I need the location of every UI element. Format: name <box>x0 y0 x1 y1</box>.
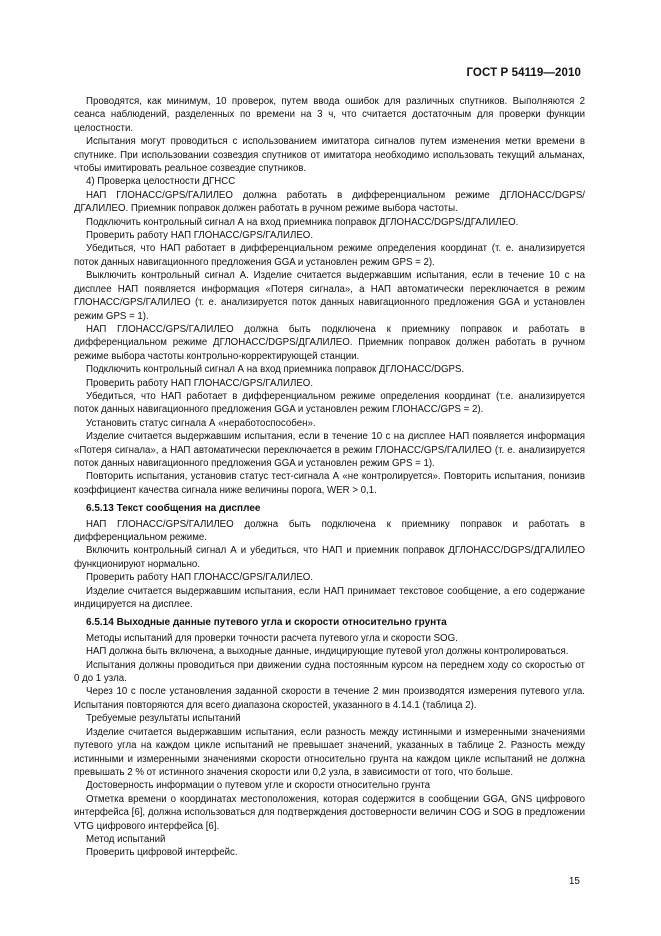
paragraph: Проверить работу НАП ГЛОНАСС/GPS/ГАЛИЛЕО. <box>86 230 314 242</box>
paragraph: Повторить испытания, установив статус тест-сигнала А «не контролируется». Повторить испытания, понизив коэффициент качества сигнала ниже величины порога, WER > 0,1. <box>74 471 585 496</box>
paragraph: Испытания могут проводиться с использованием имитатора сигналов путем изменения метки времени в спутнике. При использовании созвездия спутников от имитатора необходимо использовать текущий альманах, чтобы имитировать реальное созвездие спутников. <box>74 136 585 175</box>
paragraph: Убедиться, что НАП работает в дифференциальном режиме определения координат (т.е. анализируется поток данных навигационного предложения GGA и установлен режим ГЛОНАСС/GPS = 2). <box>74 390 585 416</box>
paragraph: Требуемые результаты испытаний <box>86 713 241 725</box>
paragraph: НАП ГЛОНАСС/GPS/ГАЛИЛЕО должна работать в дифференциальном режиме ДГЛОНАСС/DGPS/ДГАЛИЛЕО. Приемник поправок должен работать в ручном режиме выбора частоты. <box>74 189 585 215</box>
section-heading-6-5-13: 6.5.13 Текст сообщения на дисплее <box>86 503 261 515</box>
paragraph: Через 10 с после установления заданной скорости в течение 2 мин производятся измерения путевого угла. Испытания повторяются для всего диапазона скоростей, указанного в 4.14.1 (таблица 2). <box>74 686 585 711</box>
paragraph: Отметка времени о координатах местоположения, которая содержится в сообщении GGA, GNS цифрового интерфейса [6], должна использоваться для подтверждения достоверности величин COG и SOG в предложении VTG цифрового интерфейса [6]. <box>74 793 585 832</box>
paragraph: Изделие считается выдержавшим испытания, если разность между истинными и измеренными значениями путевого угла на каждом цикле испытаний не превышает значений, указанных в таблице 2. Разность между истинными и измеренными значениями скорости относительно грунта на каждом цикле испытаний не должна превышать 2 % от истинного значения скорости или 0,2 узла, в зависимости от того, что больше. <box>74 726 585 778</box>
paragraph: Изделие считается выдержавшим испытания, если в течение 10 с на дисплее НАП появляется информация «Потеря сигнала», а НАП автоматически переключается в режим ГЛОНАСС/GPS/ГАЛИЛЕО (т. е. анализируется поток данных навигационного предложения GGA и установлен режим GPS = 1). <box>74 431 585 469</box>
paragraph: Методы испытаний для проверки точности расчета путевого угла и скорости SOG. <box>86 632 458 644</box>
paragraph: Включить контрольный сигнал А и убедиться, что НАП и приемник поправок ДГЛОНАСС/DGPS/ДГАЛИЛЕО функционируют нормально. <box>74 545 585 570</box>
list-item-heading: 4) Проверка целостности ДГНСС <box>86 176 236 188</box>
paragraph: Подключить контрольный сигнал А на вход приемника поправок ДГЛОНАСС/DGPS/ДГАЛИЛЕО. <box>86 216 519 228</box>
paragraph: Убедиться, что НАП работает в дифференциальном режиме определения координат (т. е. анализируется поток данных навигационного предложения GGA и установлен режим GPS = 2). <box>74 243 585 268</box>
paragraph: НАП должна быть включена, а выходные данные, индицирующие путевой угол должны контролироваться. <box>86 646 569 658</box>
page-body <box>74 95 585 860</box>
paragraph: Проводятся, как минимум, 10 проверок, путем ввода ошибок для различных спутников. Выполняются 2 сеанса наблюдений, разделенных по времени на 3 ч, что считается достаточным для проверки функции целостности. <box>74 96 585 134</box>
paragraph: Испытания должны проводиться при движении судна постоянным курсом на переднем ходу со скоростью от 0 до 1 узла. <box>74 659 585 685</box>
standard-number-header: ГОСТ Р 54119—2010 <box>466 67 581 79</box>
paragraph: Выключить контрольный сигнал А. Изделие считается выдержавшим испытания, если в течение 10 с на дисплее НАП появляется информация «Потеря сигнала», а НАП автоматически переключается в режим ГЛОНАСС/GPS/ГАЛИЛЕО (т. е. анализируется поток данных навигационного предложения GGA и установлен режим GPS = 1). <box>74 270 585 322</box>
page-number: 15 <box>568 876 580 887</box>
paragraph: Подключить контрольный сигнал А на вход приемника поправок ДГЛОНАСС/DGPS. <box>86 364 465 376</box>
paragraph: Изделие считается выдержавшим испытания, если НАП принимает текстовое сообщение, а его содержание индицируется на дисплее. <box>74 585 585 611</box>
paragraph: НАП ГЛОНАСС/GPS/ГАЛИЛЕО должна быть подключена к приемнику поправок и работать в дифференциальном режиме. <box>74 518 585 543</box>
paragraph: Проверить работу НАП ГЛОНАСС/GPS/ГАЛИЛЕО. <box>86 572 314 584</box>
paragraph: Проверить работу НАП ГЛОНАСС/GPS/ГАЛИЛЕО. <box>86 377 314 389</box>
paragraph: НАП ГЛОНАСС/GPS/ГАЛИЛЕО должна быть подключена к приемнику поправок и работать в дифференциальном режиме ДГЛОНАСС/DGPS/ДГАЛИЛЕО. Приемник поправок должен работать в ручном режиме выбора частоты контрольно-корректирующей станции. <box>74 323 585 362</box>
paragraph: Проверить цифровой интерфейс. <box>86 847 238 859</box>
paragraph: Достоверность информации о путевом угле и скорости относительно грунта <box>86 780 431 792</box>
paragraph: Метод испытаний <box>86 833 166 845</box>
paragraph: Установить статус сигнала А «неработоспособен». <box>86 417 316 429</box>
section-heading-6-5-14: 6.5.14 Выходные данные путевого угла и скорости относительно грунта <box>86 617 447 629</box>
